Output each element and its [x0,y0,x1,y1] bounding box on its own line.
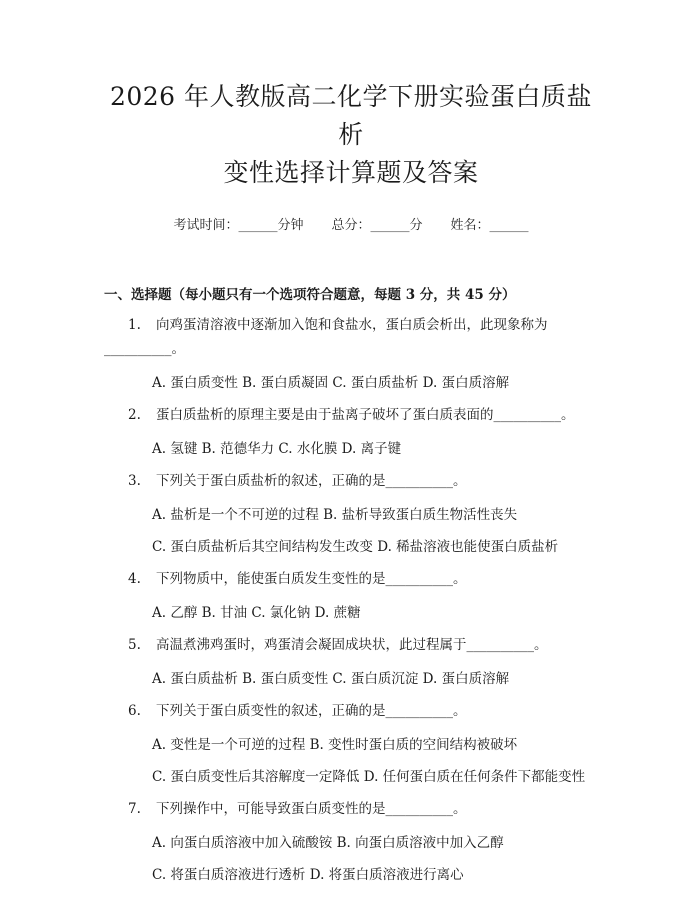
question-stem [128,799,598,819]
question-options: A. 变性是一个可逆的过程 B. 变性时蛋白质的空间结构被破坏 [152,737,518,753]
question-stem [128,405,598,425]
question-text: 下列关于蛋白质盐析的叙述，正确的是__________。 [156,473,467,489]
question-options: C. 将蛋白质溶液进行透析 D. 将蛋白质溶液进行离心 [152,867,464,883]
question-number: 6. [128,703,141,719]
question-options: A. 氢键 B. 范德华力 C. 水化膜 D. 离子键 [152,441,402,457]
question-item [104,569,598,623]
exam-meta [104,214,598,233]
question-text: 高温煮沸鸡蛋时，鸡蛋清会凝固成块状，此过程属于__________。 [156,637,548,653]
question-stem [128,701,598,721]
question-item [104,635,598,689]
question-stem [128,635,598,655]
question-number: 7. [128,801,141,817]
question-text: 下列关于蛋白质变性的叙述，正确的是__________。 [156,703,467,719]
question-item [104,471,598,557]
question-text: 蛋白质盐析的原理主要是由于盐离子破坏了蛋白质表面的__________。 [156,407,575,423]
question-stem [128,315,598,335]
question-item [104,405,598,459]
question-item [104,799,598,885]
question-stem [128,471,598,491]
question-number: 2. [128,407,141,423]
question-text: 下列物质中，能使蛋白质发生变性的是__________。 [156,571,467,587]
question-number: 5. [128,637,141,653]
section-heading: 一、选择题（每小题只有一个选项符合题意，每题 3 分，共 45 分） [104,287,516,303]
question-item [104,701,598,787]
question-number: 1. [128,317,141,333]
question-number: 3. [128,473,141,489]
question-options: A. 蛋白质变性 B. 蛋白质凝固 C. 蛋白质盐析 D. 蛋白质溶解 [152,375,510,391]
exam-time: 考试时间：______分钟 [173,218,304,233]
question-options: C. 蛋白质盐析后其空间结构发生改变 D. 稀盐溶液也能使蛋白质盐析 [152,539,559,555]
question-stem [128,569,598,589]
question-item [104,315,598,393]
question-options: A. 乙醇 B. 甘油 C. 氯化钠 D. 蔗糖 [152,605,361,621]
question-text: 下列操作中，可能导致蛋白质变性的是__________。 [156,801,467,817]
student-name: 姓名：______ [450,218,529,233]
title-line-2: 变性选择计算题及答案 [223,158,479,187]
total-score: 总分：______分 [331,218,423,233]
question-options: A. 向蛋白质溶液中加入硫酸铵 B. 向蛋白质溶液中加入乙醇 [152,835,504,851]
question-text-wrap: __________。 [104,341,185,357]
question-text: 向鸡蛋清溶液中逐渐加入饱和食盐水，蛋白质会析出，此现象称为 [156,317,548,333]
question-number: 4. [128,571,141,587]
page-title [104,78,598,192]
question-options: A. 盐析是一个不可逆的过程 B. 盐析导致蛋白质生物活性丧失 [152,507,518,523]
title-line-1: 2026 年人教版高二化学下册实验蛋白质盐析 [109,82,593,149]
question-options: A. 蛋白质盐析 B. 蛋白质变性 C. 蛋白质沉淀 D. 蛋白质溶解 [152,671,510,687]
question-list [104,315,598,885]
question-options: C. 蛋白质变性后其溶解度一定降低 D. 任何蛋白质在任何条件下都能变性 [152,769,586,785]
